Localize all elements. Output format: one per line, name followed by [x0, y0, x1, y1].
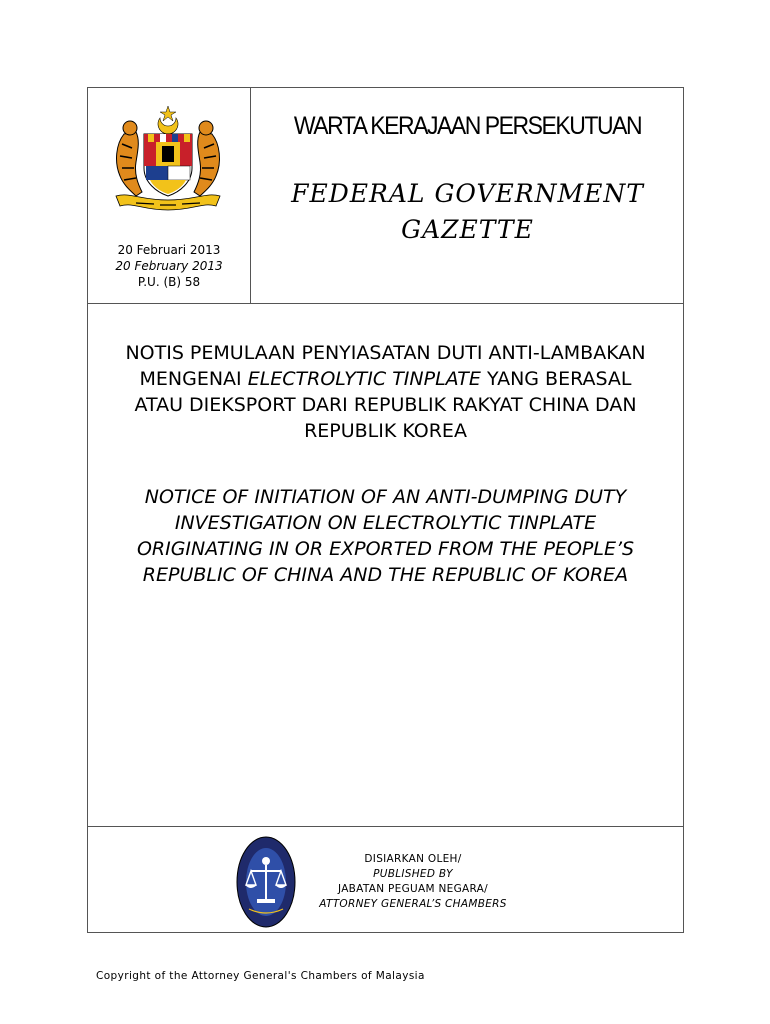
header-horizontal-divider: [88, 303, 683, 304]
date-english: 20 February 2013: [115, 259, 223, 273]
notice-ms-line2-italic: ELECTROLYTIC TINPLATE: [247, 368, 481, 390]
gazette-title-english-line2: GAZETTE: [401, 215, 534, 244]
notice-ms-line2-post: YANG BERASAL: [480, 368, 632, 390]
gazette-title-english: [250, 176, 685, 248]
notice-en-line2: INVESTIGATION ON ELECTROLYTIC TINPLATE: [174, 512, 597, 534]
agency-english: ATTORNEY GENERAL’S CHAMBERS: [319, 898, 507, 910]
notice-en-line4: REPUBLIC OF CHINA AND THE REPUBLIC OF KOREA: [142, 564, 629, 586]
published-by-english: PUBLISHED BY: [373, 868, 453, 880]
notice-ms-line1: NOTIS PEMULAAN PENYIASATAN DUTI ANTI-LAMBAKAN: [125, 342, 646, 364]
footer-divider: [88, 826, 683, 827]
notice-ms-line4: REPUBLIK KOREA: [304, 420, 467, 442]
notice-en-line1: NOTICE OF INITIATION OF AN ANTI-DUMPING DUTY: [144, 486, 627, 508]
copyright-notice: Copyright of the Attorney General's Chambers of Malaysia: [96, 970, 425, 982]
date-malay: 20 Februari 2013: [117, 243, 221, 257]
notice-title-malay: [88, 340, 683, 444]
gazette-title-english-line1: FEDERAL GOVERNMENT: [291, 179, 644, 208]
notice-en-line3: ORIGINATING IN OR EXPORTED FROM THE PEOPLE’S: [136, 538, 635, 560]
notice-ms-line2: [88, 366, 683, 392]
notice-title-english: [88, 484, 683, 588]
agency-malay: JABATAN PEGUAM NEGARA/: [337, 883, 488, 895]
published-by-malay: DISIARKAN OLEH/: [364, 853, 462, 865]
gazette-reference: P.U. (B) 58: [137, 275, 201, 289]
notice-ms-line3: ATAU DIEKSPORT DARI REPUBLIK RAKYAT CHINA DAN: [134, 394, 637, 416]
gazette-cover-frame: [87, 87, 684, 933]
gazette-title-malay: WARTA KERAJAAN PERSEKUTUAN: [293, 112, 642, 140]
publisher-block: [288, 852, 538, 912]
issue-dates: [88, 242, 250, 290]
malaysia-coat-of-arms-icon: [110, 104, 226, 216]
notice-ms-line2-pre: MENGENAI: [139, 368, 248, 390]
